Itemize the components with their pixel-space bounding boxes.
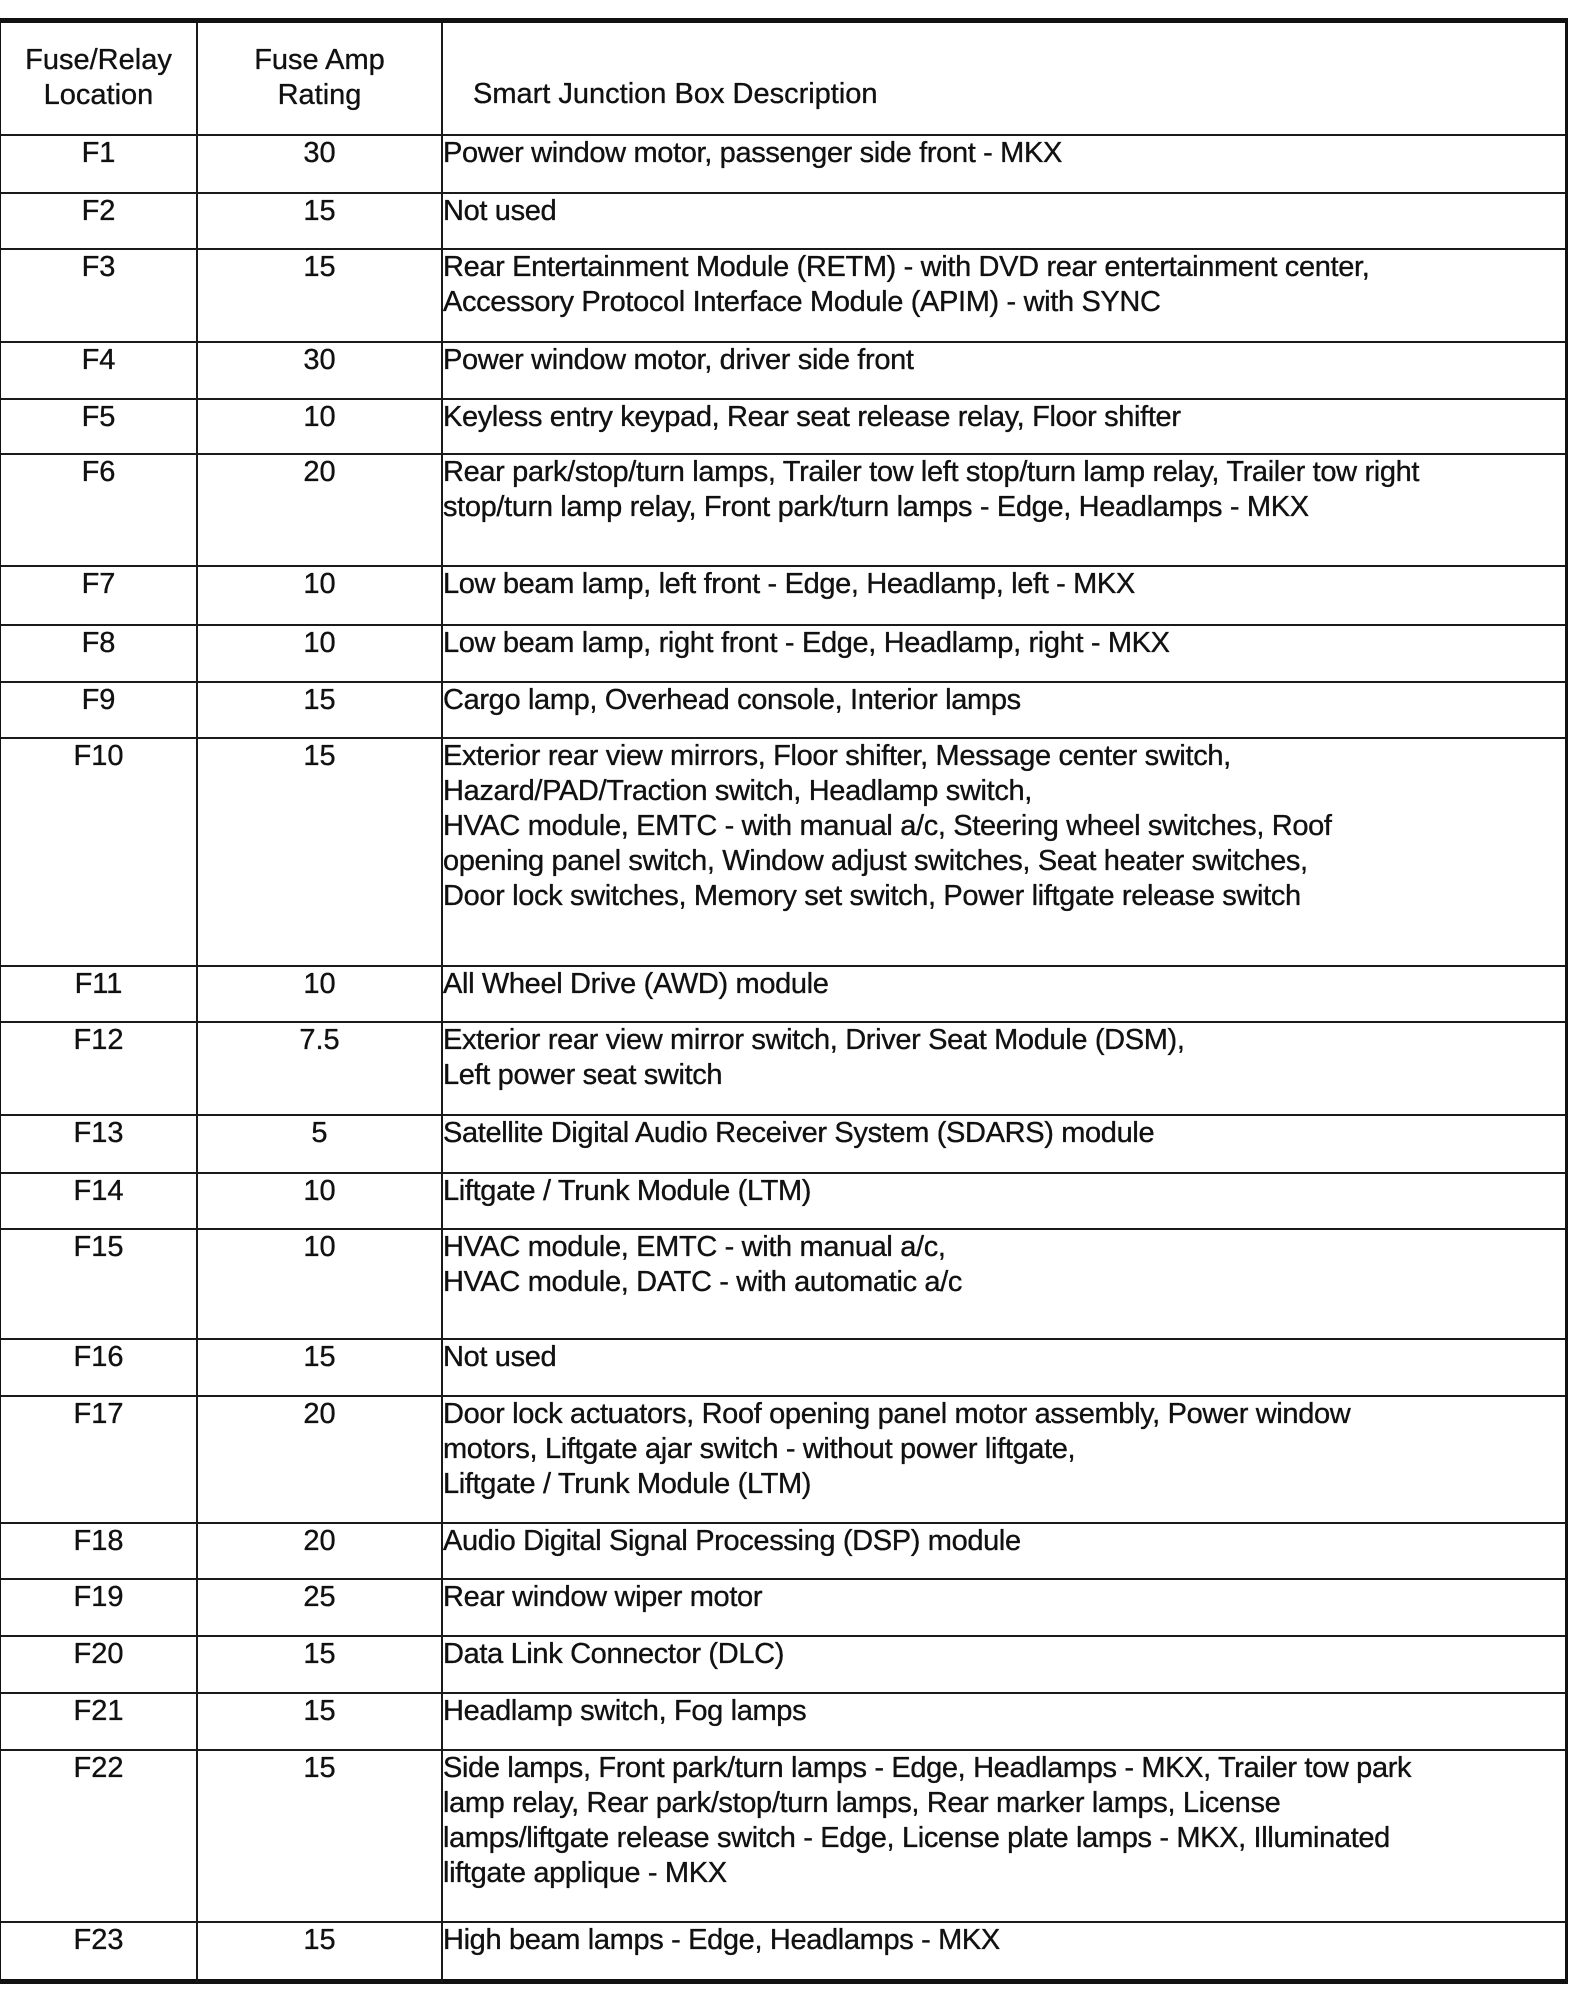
fuse-location: F12 xyxy=(1,1022,197,1115)
fuse-location: F15 xyxy=(1,1229,197,1339)
fuse-amp-rating: 10 xyxy=(197,566,442,625)
table-row xyxy=(1,1229,1565,1339)
fuse-description: Not used xyxy=(442,193,1565,249)
fuse-location: F20 xyxy=(1,1636,197,1693)
table-row xyxy=(1,1396,1565,1523)
fuse-description: Rear Entertainment Module (RETM) - with DVD rear entertainment center, Accessory Protocol Interface Module (APIM) - with SYNC xyxy=(442,249,1565,342)
table-row xyxy=(1,135,1565,193)
fuse-amp-rating: 10 xyxy=(197,1173,442,1229)
fuse-description: Door lock actuators, Roof opening panel motor assembly, Power window motors, Liftgate ajar switch - without power liftgate, Liftgate / Trunk Module (LTM) xyxy=(442,1396,1565,1523)
header-location: Fuse/Relay Location xyxy=(1,23,197,135)
table-row xyxy=(1,966,1565,1022)
fuse-amp-rating: 10 xyxy=(197,966,442,1022)
fuse-location: F18 xyxy=(1,1523,197,1579)
fuse-location: F11 xyxy=(1,966,197,1022)
table-row xyxy=(1,342,1565,399)
fuse-description: Power window motor, passenger side front - MKX xyxy=(442,135,1565,193)
fuse-description: Exterior rear view mirror switch, Driver Seat Module (DSM), Left power seat switch xyxy=(442,1022,1565,1115)
fuse-location: F6 xyxy=(1,454,197,566)
table-row xyxy=(1,1115,1565,1173)
fuse-table xyxy=(1,23,1565,1982)
fuse-description: Low beam lamp, right front - Edge, Headlamp, right - MKX xyxy=(442,625,1565,682)
header-description: Smart Junction Box Description xyxy=(442,23,1565,135)
header-row xyxy=(1,23,1565,135)
header-rating: Fuse Amp Rating xyxy=(197,23,442,135)
fuse-description: Headlamp switch, Fog lamps xyxy=(442,1693,1565,1750)
fuse-description: All Wheel Drive (AWD) module xyxy=(442,966,1565,1022)
table-row xyxy=(1,1922,1565,1982)
fuse-location: F7 xyxy=(1,566,197,625)
table-row xyxy=(1,738,1565,966)
table-row xyxy=(1,249,1565,342)
fuse-description: Exterior rear view mirrors, Floor shifter, Message center switch, Hazard/PAD/Traction switch, Headlamp switch, HVAC module, EMTC - with manual a/c, Steering wheel switches, Roof opening panel switch, Window adjust switches, Seat heater switches, Door lock switches, Memory set switch, Power liftgate release switch xyxy=(442,738,1565,966)
fuse-location: F19 xyxy=(1,1579,197,1636)
fuse-table-sheet xyxy=(0,18,1568,1984)
fuse-description: Rear park/stop/turn lamps, Trailer tow left stop/turn lamp relay, Trailer tow right stop/turn lamp relay, Front park/turn lamps - Edge, Headlamps - MKX xyxy=(442,454,1565,566)
table-row xyxy=(1,1579,1565,1636)
fuse-location: F16 xyxy=(1,1339,197,1396)
fuse-amp-rating: 20 xyxy=(197,454,442,566)
fuse-location: F2 xyxy=(1,193,197,249)
table-row xyxy=(1,1339,1565,1396)
fuse-amp-rating: 10 xyxy=(197,1229,442,1339)
fuse-description: Rear window wiper motor xyxy=(442,1579,1565,1636)
table-row xyxy=(1,1693,1565,1750)
fuse-amp-rating: 30 xyxy=(197,342,442,399)
table-row xyxy=(1,566,1565,625)
table-row xyxy=(1,1750,1565,1922)
table-row xyxy=(1,1523,1565,1579)
table-row xyxy=(1,1022,1565,1115)
fuse-location: F14 xyxy=(1,1173,197,1229)
fuse-amp-rating: 15 xyxy=(197,1922,442,1982)
fuse-description: HVAC module, EMTC - with manual a/c, HVAC module, DATC - with automatic a/c xyxy=(442,1229,1565,1339)
fuse-location: F17 xyxy=(1,1396,197,1523)
table-row xyxy=(1,1636,1565,1693)
table-row xyxy=(1,454,1565,566)
fuse-amp-rating: 15 xyxy=(197,249,442,342)
fuse-description: Cargo lamp, Overhead console, Interior lamps xyxy=(442,682,1565,738)
table-row xyxy=(1,1173,1565,1229)
fuse-amp-rating: 15 xyxy=(197,738,442,966)
table-row xyxy=(1,399,1565,454)
table-row xyxy=(1,193,1565,249)
fuse-amp-rating: 5 xyxy=(197,1115,442,1173)
fuse-description: Audio Digital Signal Processing (DSP) module xyxy=(442,1523,1565,1579)
fuse-description: Keyless entry keypad, Rear seat release relay, Floor shifter xyxy=(442,399,1565,454)
fuse-location: F9 xyxy=(1,682,197,738)
fuse-location: F10 xyxy=(1,738,197,966)
fuse-amp-rating: 20 xyxy=(197,1523,442,1579)
fuse-location: F5 xyxy=(1,399,197,454)
fuse-description: Satellite Digital Audio Receiver System (SDARS) module xyxy=(442,1115,1565,1173)
fuse-location: F4 xyxy=(1,342,197,399)
fuse-amp-rating: 15 xyxy=(197,682,442,738)
fuse-description: Low beam lamp, left front - Edge, Headlamp, left - MKX xyxy=(442,566,1565,625)
fuse-description: High beam lamps - Edge, Headlamps - MKX xyxy=(442,1922,1565,1982)
fuse-amp-rating: 25 xyxy=(197,1579,442,1636)
fuse-amp-rating: 10 xyxy=(197,625,442,682)
fuse-location: F3 xyxy=(1,249,197,342)
fuse-description: Side lamps, Front park/turn lamps - Edge, Headlamps - MKX, Trailer tow park lamp relay, Rear park/stop/turn lamps, Rear marker lamps, License lamps/liftgate release switch - Edge, License plate lamps - MKX, Illuminated liftgate applique - MKX xyxy=(442,1750,1565,1922)
fuse-amp-rating: 20 xyxy=(197,1396,442,1523)
fuse-location: F21 xyxy=(1,1693,197,1750)
fuse-location: F1 xyxy=(1,135,197,193)
fuse-amp-rating: 10 xyxy=(197,399,442,454)
fuse-description: Data Link Connector (DLC) xyxy=(442,1636,1565,1693)
fuse-amp-rating: 15 xyxy=(197,1750,442,1922)
fuse-description: Liftgate / Trunk Module (LTM) xyxy=(442,1173,1565,1229)
fuse-amp-rating: 15 xyxy=(197,1339,442,1396)
fuse-amp-rating: 15 xyxy=(197,193,442,249)
fuse-location: F23 xyxy=(1,1922,197,1982)
table-row xyxy=(1,682,1565,738)
fuse-location: F13 xyxy=(1,1115,197,1173)
fuse-amp-rating: 30 xyxy=(197,135,442,193)
fuse-location: F8 xyxy=(1,625,197,682)
fuse-location: F22 xyxy=(1,1750,197,1922)
table-row xyxy=(1,625,1565,682)
fuse-amp-rating: 15 xyxy=(197,1636,442,1693)
fuse-amp-rating: 7.5 xyxy=(197,1022,442,1115)
fuse-description: Power window motor, driver side front xyxy=(442,342,1565,399)
fuse-amp-rating: 15 xyxy=(197,1693,442,1750)
fuse-description: Not used xyxy=(442,1339,1565,1396)
